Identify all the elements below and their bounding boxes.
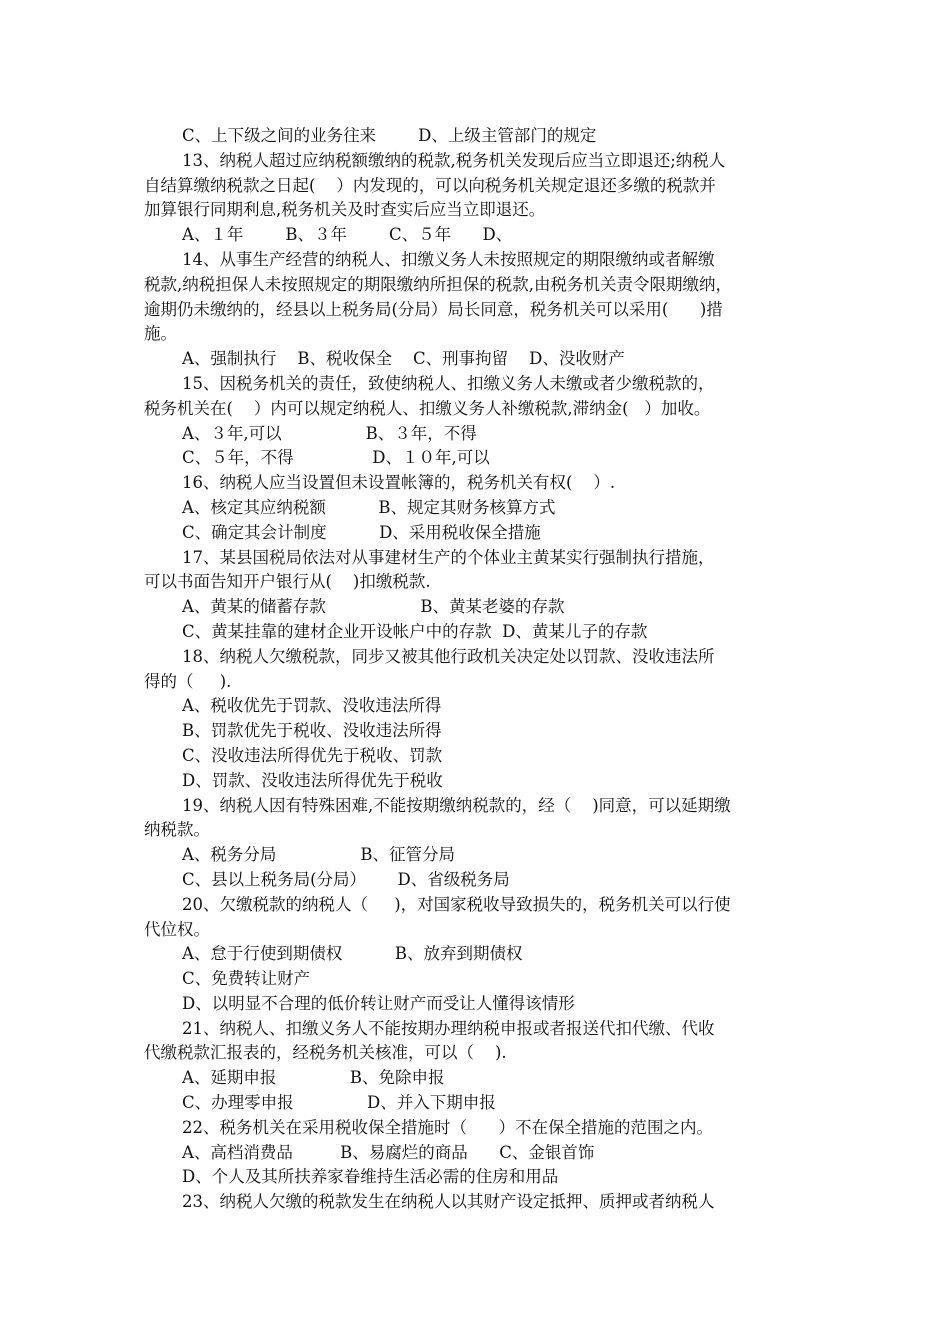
question-18: 18、纳税人欠缴税款，同步又被其他行政机关决定处以罚款、没收违法所	[182, 646, 715, 666]
option-line: C、办理零申报 D、并入下期申报	[182, 1093, 496, 1113]
option-line: A、强制执行 B、税收保全 C、刑事拘留 D、没收财产	[182, 349, 625, 369]
option-line: A、核定其应纳税额 B、规定其财务核算方式	[182, 497, 556, 517]
document-body	[144, 124, 812, 1215]
question-23: 23、纳税人欠缴的税款发生在纳税人以其财产设定抵押、质押或者纳税人	[182, 1192, 715, 1212]
option-line: C、县以上税务局(分局） D、省级税务局	[182, 869, 510, 889]
question-line: 税务机关在( ）内可以规定纳税人、扣缴义务人补缴税款,滞纳金( ）加收。	[144, 398, 711, 418]
option-line: A、３年,可以 B、３年，不得	[182, 423, 477, 443]
option-line: C、免费转让财产	[182, 969, 311, 989]
question-15: 15、因税务机关的责任，致使纳税人、扣缴义务人未缴或者少缴税款的，	[182, 373, 715, 393]
question-line: 加算银行同期利息,税务机关及时查实后应当立即退还。	[144, 200, 546, 220]
option-line: A、１年 B、３年 C、５年 D、	[182, 225, 513, 245]
question-line: 代位权。	[144, 919, 210, 939]
question-line: 自结算缴纳税款之日起( ）内发现的，可以向税务机关规定退还多缴的税款并	[144, 175, 716, 195]
option-line: A、延期申报 B、免除申报	[182, 1068, 445, 1088]
option-line: A、黄某的储蓄存款 B、黄某老婆的存款	[182, 597, 565, 617]
option-line: D、罚款、没收违法所得优先于税收	[182, 770, 443, 790]
option-line: A、税收优先于罚款、没收违法所得	[182, 696, 442, 716]
option-line: C、没收违法所得优先于税收、罚款	[182, 745, 443, 765]
question-line: 逾期仍未缴纳的，经县以上税务局(分局）局长同意，税务机关可以采用( )措	[144, 299, 723, 319]
question-21: 21、纳税人、扣缴义务人不能按期办理纳税申报或者报送代扣代缴、代收	[182, 1018, 715, 1038]
question-line: 代缴税款汇报表的，经税务机关核准，可以（ ).	[144, 1043, 507, 1063]
question-14: 14、从事生产经营的纳税人、扣缴义务人未按照规定的期限缴纳或者解缴	[182, 249, 715, 269]
option-line: A、高档消费品 B、易腐烂的商品 C、金银首饰	[182, 1142, 595, 1162]
option-line: B、罚款优先于税收、没收违法所得	[182, 721, 442, 741]
option-line: C、黄某挂靠的建材企业开设帐户中的存款 D、黄某儿子的存款	[182, 621, 648, 641]
question-line: 税款,纳税担保人未按照规定的期限缴纳所担保的税款,由税务机关责令限期缴纳，	[144, 274, 732, 294]
question-line: 可以书面告知开户银行从( )扣缴税款.	[144, 572, 431, 592]
question-20: 20、欠缴税款的纳税人（ )，对国家税收导致损失的，税务机关可以行使	[182, 894, 731, 914]
option-line: A、税务分局 B、征管分局	[182, 845, 455, 865]
option-line: A、怠于行使到期债权 B、放弃到期债权	[182, 944, 523, 964]
option-line: C、确定其会计制度 D、采用税收保全措施	[182, 522, 541, 542]
option-line: C、上下级之间的业务往来 D、上级主管部门的规定	[182, 126, 597, 145]
question-13: 13、纳税人超过应纳税额缴纳的税款,税务机关发现后应当立即退还;纳税人	[182, 150, 726, 170]
option-line: D、以明显不合理的低价转让财产而受让人懂得该情形	[182, 993, 575, 1013]
option-line: C、５年，不得 D、１０年,可以	[182, 448, 490, 468]
question-line: 得的（ ).	[144, 671, 232, 691]
question-22: 22、税务机关在采用税收保全措施时（ ）不在保全措施的范围之内。	[182, 1117, 713, 1137]
option-line: D、个人及其所扶养家眷维持生活必需的住房和用品	[182, 1167, 559, 1187]
question-line: 施。	[144, 324, 177, 344]
question-16: 16、纳税人应当设置但未设置帐簿的，税务机关有权( ）.	[182, 473, 616, 493]
question-line: 纳税款。	[144, 820, 210, 840]
question-19: 19、纳税人因有特殊困难,不能按期缴纳税款的，经（ )同意，可以延期缴	[182, 795, 731, 815]
question-17: 17、某县国税局依法对从事建材生产的个体业主黄某实行强制执行措施，	[182, 547, 715, 567]
